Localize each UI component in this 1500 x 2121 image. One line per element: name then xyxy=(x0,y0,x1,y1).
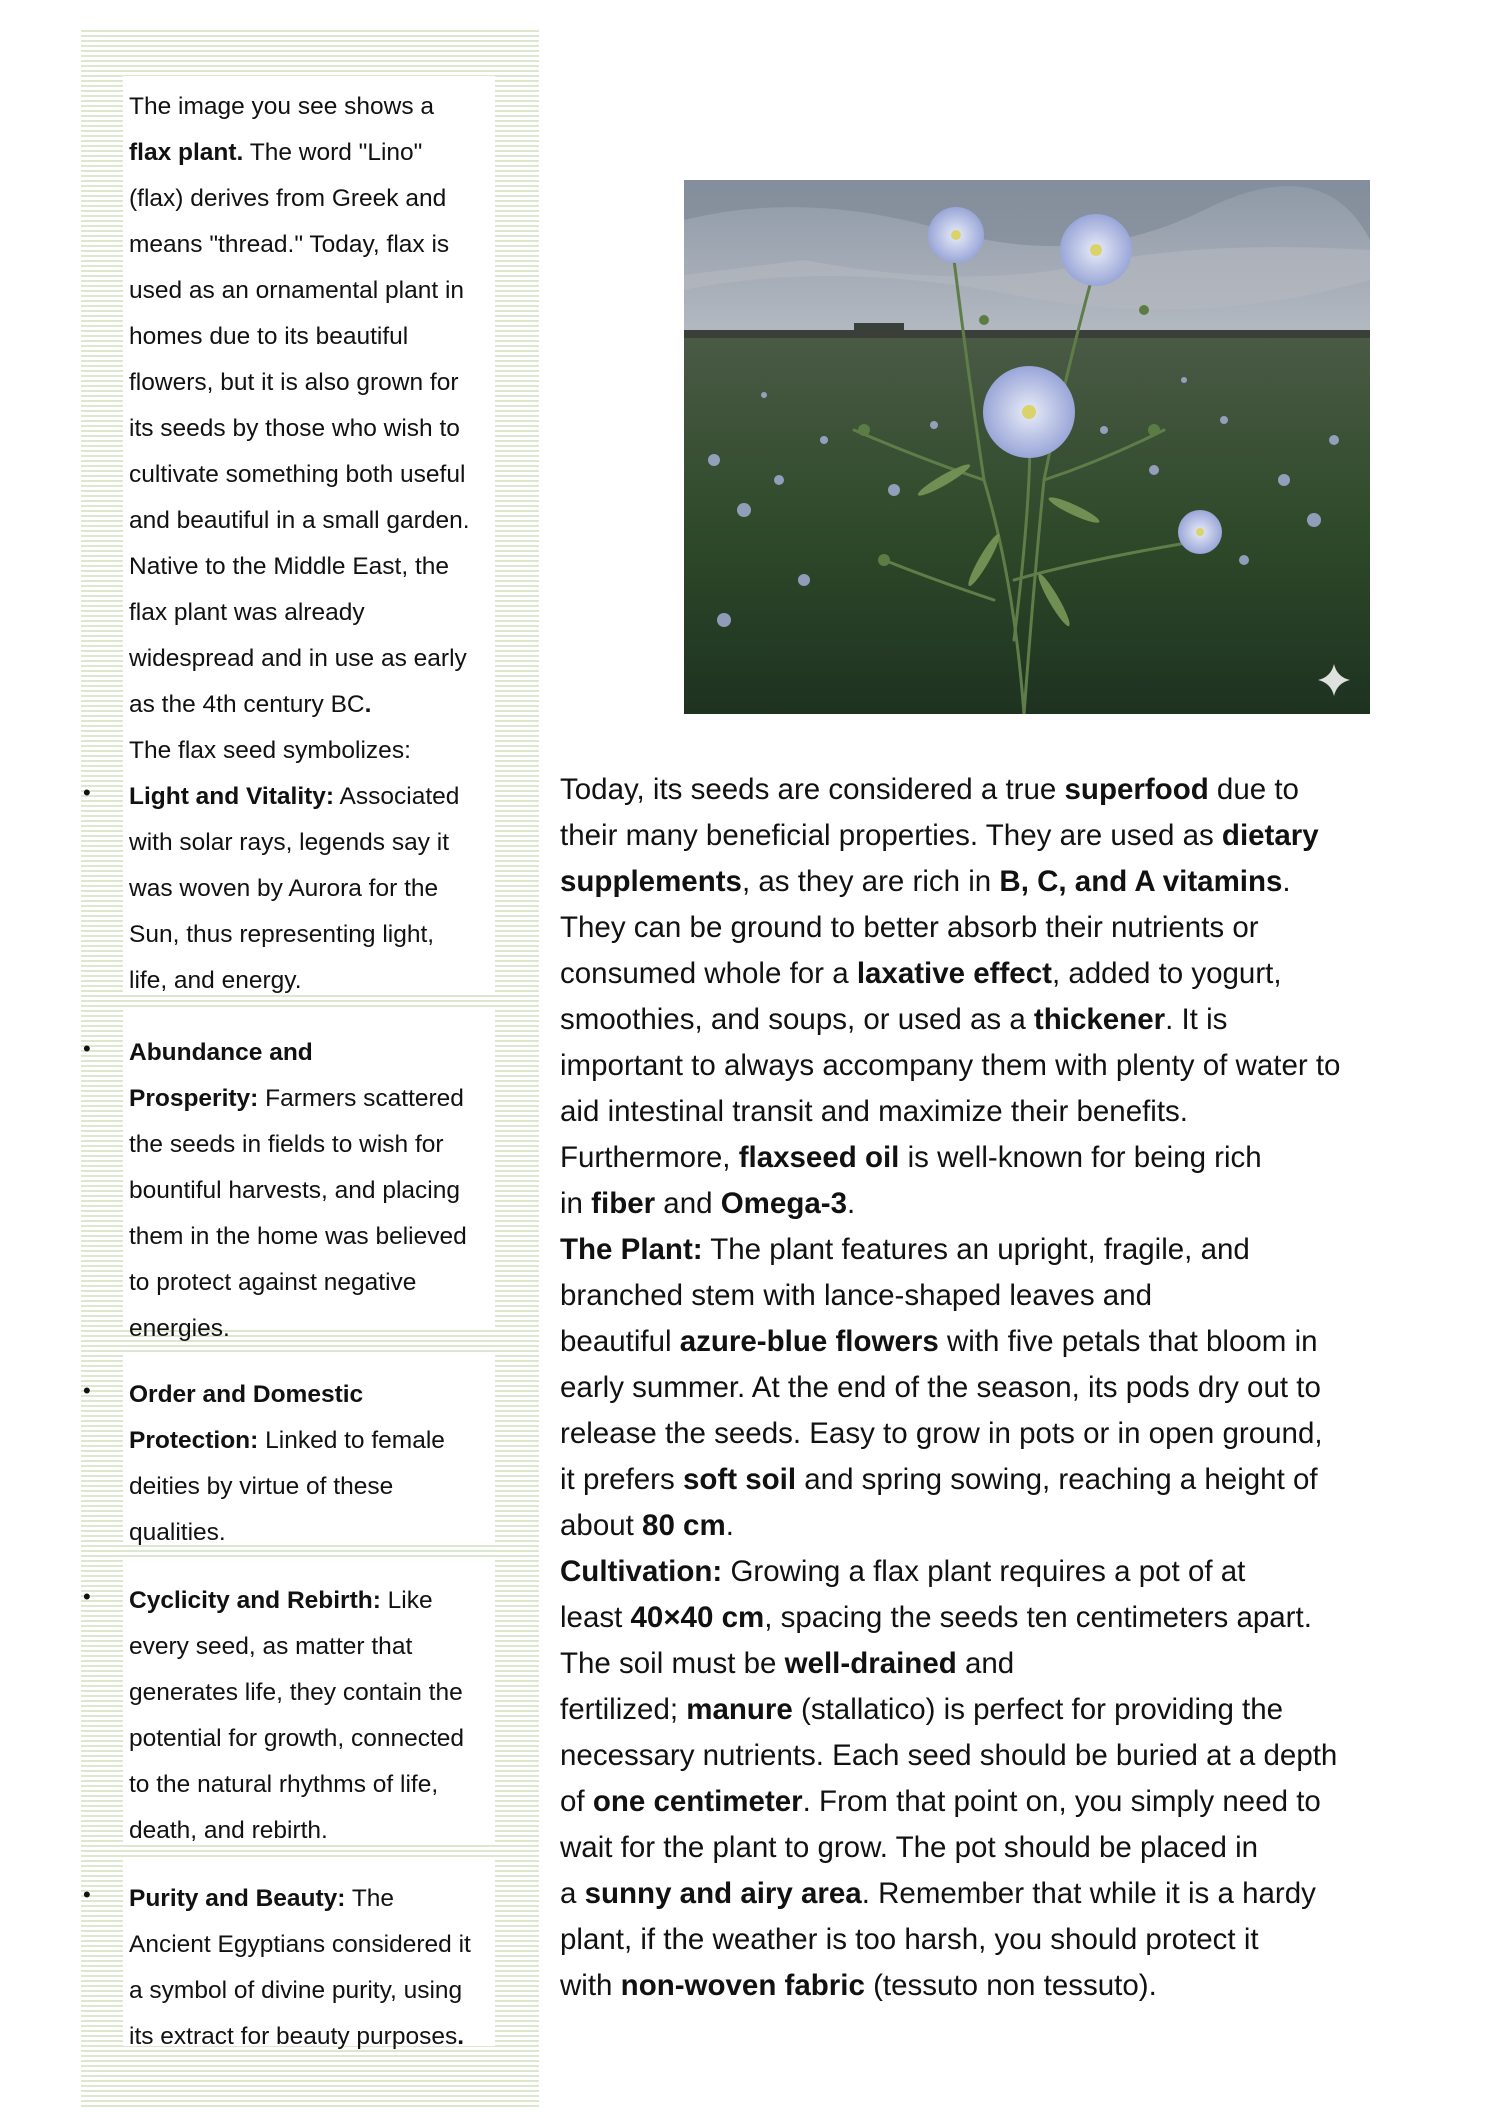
bullet: • xyxy=(83,1036,91,1061)
flax-plant-photo xyxy=(684,180,1370,714)
bullet: • xyxy=(83,1584,91,1609)
symbol-item-order: Order and Domestic Protection: Linked to female deities by virtue of these qualities. xyxy=(129,1381,445,1546)
symbol-item-light: Light and Vitality: Associated with solar rays, legends say it was woven by Aurora for the Sun, thus representing light, life, and energy. xyxy=(129,783,460,994)
bullet: • xyxy=(83,780,91,805)
main-article-text: Today, its seeds are considered a true superfood due to their many beneficial properties. They are used as dietary supplements, as they are rich in B, C, and A vitamins. They can be ground to better absorb their nutrients or consumed whole for a laxative effect, added to yogurt, smoothies, and soups, or used as a thickener. It is important to always accompany them with plenty of water to aid intestinal transit and maximize their benefits. Furthermore, flaxseed oil is well-known for being rich in fiber and Omega-3. The Plant: The plant features an upright, fragile, and branched stem with lance-shaped leaves and beautiful azure-blue flowers with five petals that bloom in early summer. At the end of the season, its pods dry out to release the seeds. Easy to grow in pots or in open ground, it prefers soft soil and spring sowing, reaching a height of about 80 cm. Cultivation: Growing a flax plant requires a pot of at least 40×40 cm, spacing the seeds ten centimeters apart. The soil must be well-drained and fertilized; manure (stallatico) is perfect for providing the necessary nutrients. Each seed should be buried at a depth of one centimeter. From that point on, you simply need to wait for the plant to grow. The pot should be placed in a sunny and airy area. Remember that while it is a hardy plant, if the weather is too harsh, you should protect it with non-woven fabric (tessuto non tessuto). xyxy=(560,773,1341,2002)
symbol-item-purity: Purity and Beauty: The Ancient Egyptians considered it a symbol of divine purity, using its extract for beauty purposes. xyxy=(129,1885,471,2050)
intro-text: The image you see shows a flax plant. The word "Lino" (flax) derives from Greek and means "thread." Today, flax is used as an ornamental plant in homes due to its beautiful flowers, but it is also grown for its seeds by those who wish to cultivate something both useful and beautiful in a small garden. Native to the Middle East, the flax plant was already widespread and in use as early as the 4th century BC. The flax seed symbolizes: xyxy=(129,93,470,764)
bullet: • xyxy=(83,1378,91,1403)
symbol-item-abundance: Abundance and Prosperity: Farmers scattered the seeds in fields to wish for bountiful harvests, and placing them in the home was believed to protect against negative energies. xyxy=(129,1039,467,1342)
symbol-item-cyclicity: Cyclicity and Rebirth: Like every seed, as matter that generates life, they contain the potential for growth, connected to the natural rhythms of life, death, and rebirth. xyxy=(129,1587,465,1844)
bullet: • xyxy=(83,1882,91,1907)
